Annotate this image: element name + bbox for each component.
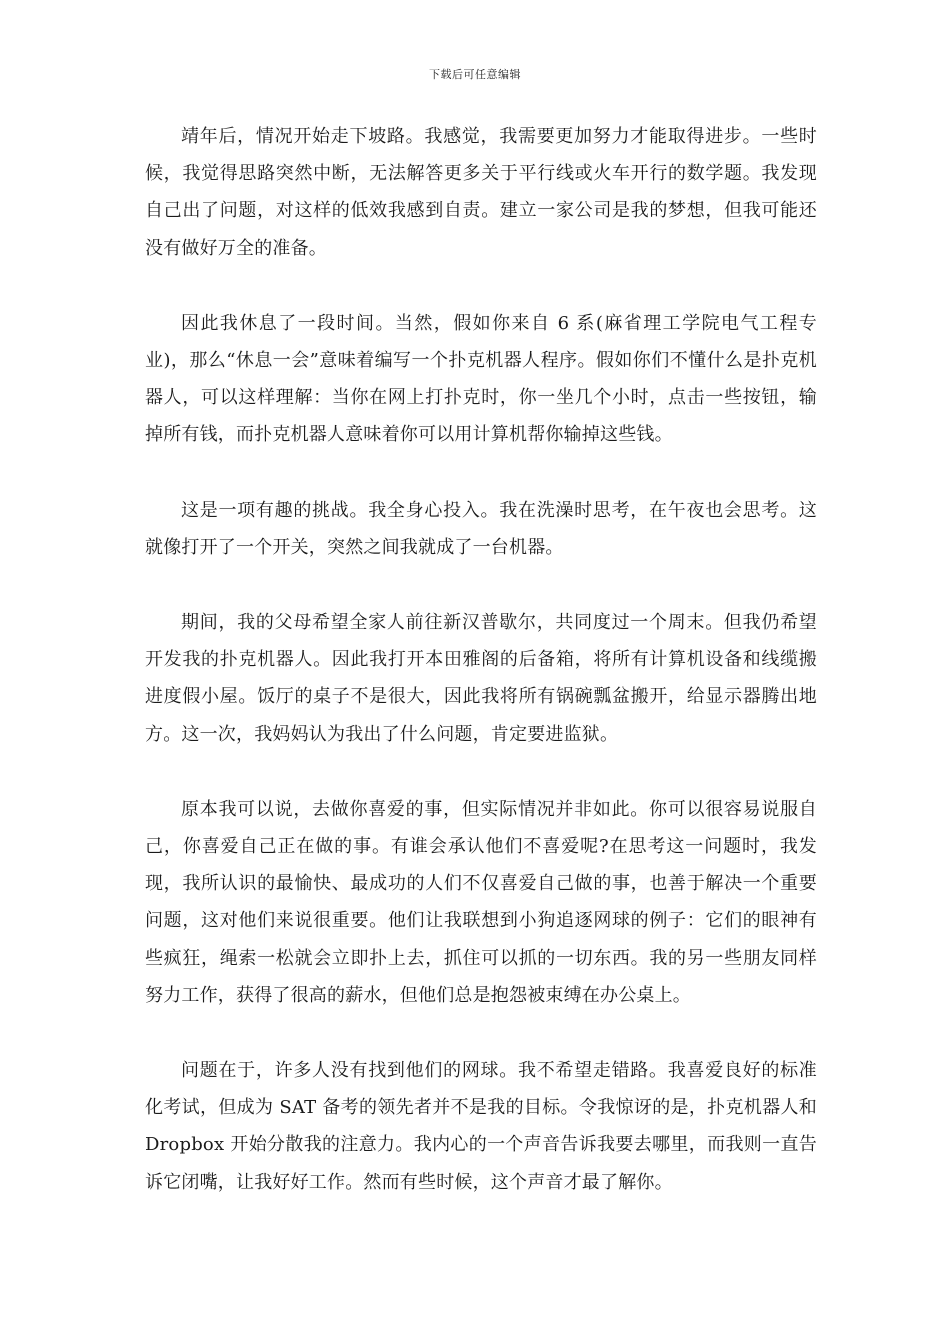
page-header: 下载后可任意编辑: [429, 68, 521, 81]
paragraph-3: 这是一项有趣的挑战。我全身心投入。我在洗澡时思考，在午夜也会思考。这就像打开了一个开关，突然之间我就成了一台机器。: [145, 499, 817, 558]
document-body: [145, 118, 817, 1239]
paragraph-1: 靖年后，情况开始走下坡路。我感觉，我需要更加努力才能取得进步。一些时候，我觉得思路突然中断，无法解答更多关于平行线或火车开行的数学题。我发现自己出了问题，对这样的低效我感到自责。建立一家公司是我的梦想，但我可能还没有做好万全的准备。: [145, 126, 817, 259]
paragraph-2: 因此我休息了一段时间。当然，假如你来自 6 系(麻省理工学院电气工程专业)，那么“休息一会”意味着编写一个扑克机器人程序。假如你们不懂什么是扑克机器人，可以这样理解：当你在网上打扑克时，你一坐几个小时，点击一些按钮，输掉所有钱，而扑克机器人意味着你可以用计算机帮你输掉这些钱。: [145, 312, 817, 446]
paragraph-5: 原本我可以说，去做你喜爱的事，但实际情况并非如此。你可以很容易说服自己，你喜爱自己正在做的事。有谁会承认他们不喜爱呢?在思考这一问题时，我发现，我所认识的最愉快、最成功的人们不仅喜爱自己做的事，也善于解决一个重要问题，这对他们来说很重要。他们让我联想到小狗追逐网球的例子：它们的眼神有些疯狂，绳索一松就会立即扑上去，抓住可以抓的一切东西。我的另一些朋友同样努力工作，获得了很高的薪水，但他们总是抱怨被束缚在办公桌上。: [145, 798, 817, 1006]
paragraph-4: 期间，我的父母希望全家人前往新汉普歇尔，共同度过一个周末。但我仍希望开发我的扑克机器人。因此我打开本田雅阁的后备箱，将所有计算机设备和线缆搬进度假小屋。饭厅的桌子不是很大，因此我将所有锅碗瓢盆搬开，给显示器腾出地方。这一次，我妈妈认为我出了什么问题，肯定要进监狱。: [145, 612, 817, 745]
paragraph-6: 问题在于，许多人没有找到他们的网球。我不希望走错路。我喜爱良好的标准化考试，但成为 SAT 备考的领先者并不是我的目标。令我惊讶的是，扑克机器人和 Dropbox 开始分散我的注意力。我内心的一个声音告诉我要去哪里，而我则一直告诉它闭嘴，让我好好工作。然而有些时候，这个声音才最了解你。: [145, 1060, 817, 1193]
